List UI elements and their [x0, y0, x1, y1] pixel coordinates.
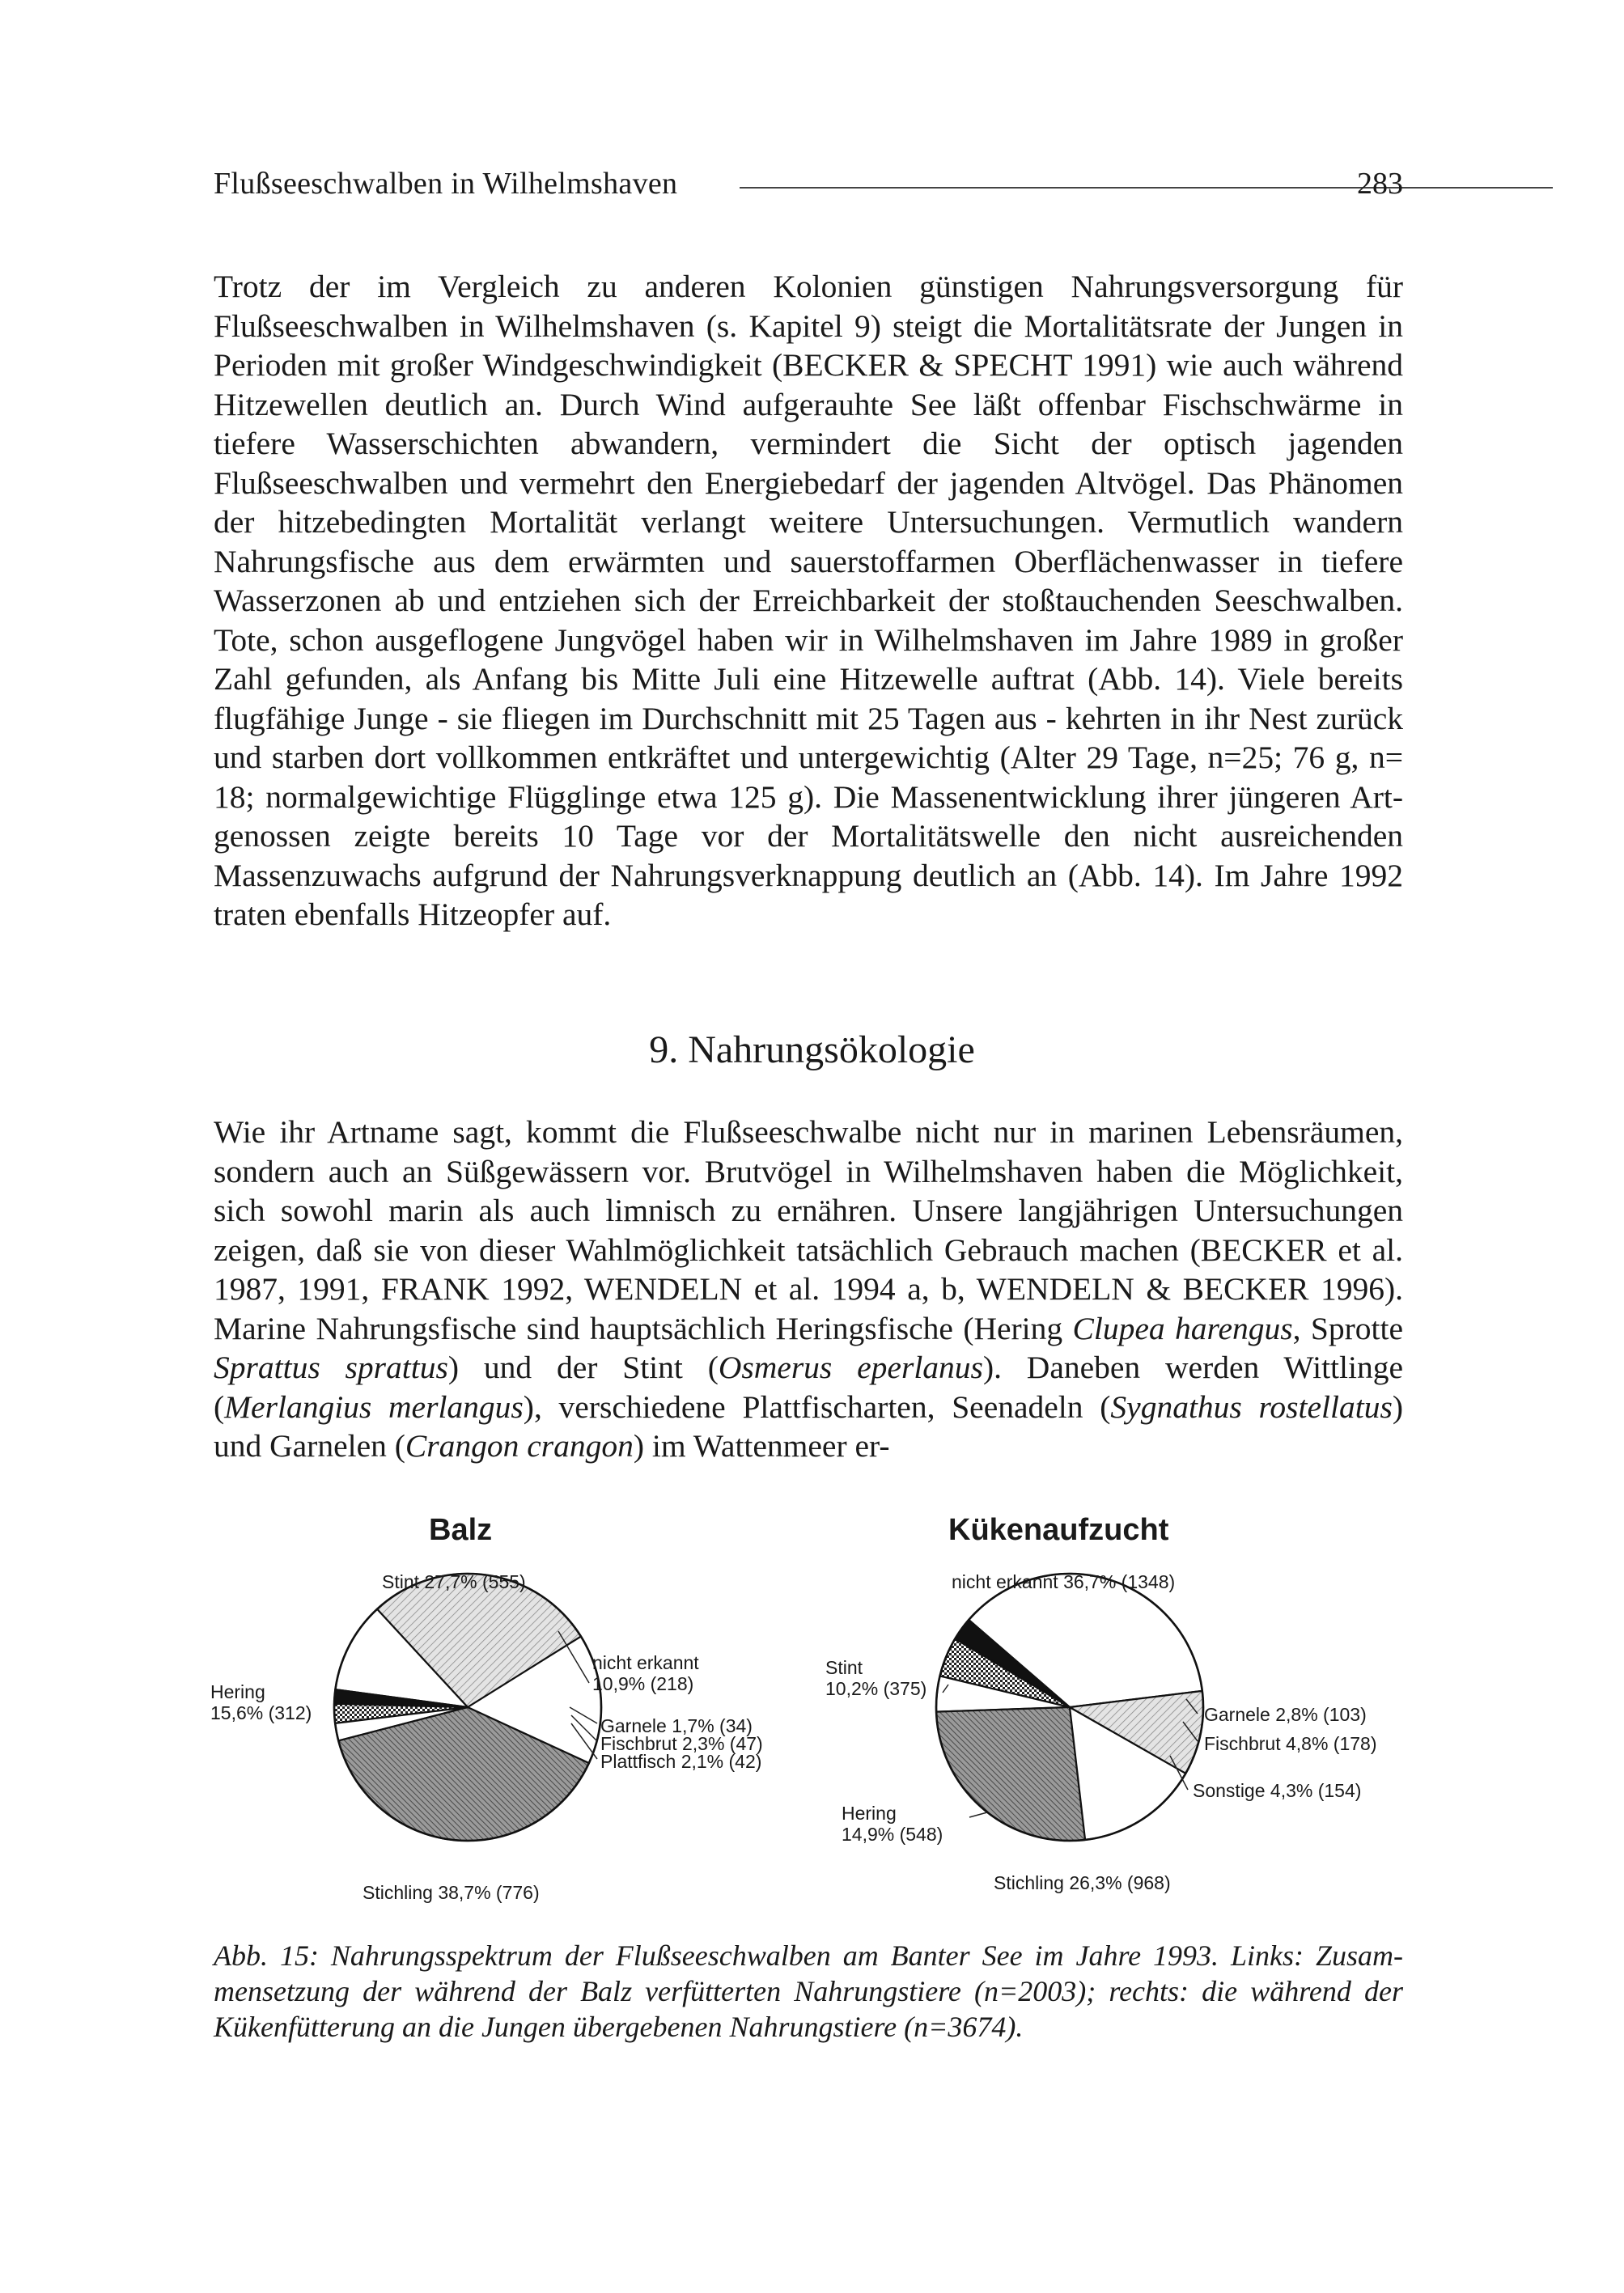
label-nicht-erkannt-kueken: nicht erkannt 36,7% (1348) — [952, 1571, 1176, 1592]
label-plattfisch-balz: Plattfisch 2,1% (42) — [600, 1751, 762, 1772]
label-line: nicht erkannt — [592, 1652, 699, 1673]
label-fischbrut-kueken: Fischbrut 4,8% (178) — [1204, 1733, 1377, 1754]
label-line: 10,9% (218) — [592, 1673, 694, 1694]
text-run: ), verschiedene Plattfischarten, Seenadeln ( — [523, 1388, 1111, 1425]
label-stichling-balz: Stichling 38,7% (776) — [363, 1882, 540, 1903]
text-run: ) und der Stint ( — [447, 1350, 719, 1385]
figure-caption — [214, 1938, 1403, 2045]
label-sonstige-kueken: Sonstige 4,3% (154) — [1193, 1780, 1362, 1801]
running-head — [214, 166, 1411, 206]
species-name: Sprattus sprattus — [214, 1350, 448, 1385]
label-fischbrut-balz: Fischbrut 2,3% (47) — [600, 1733, 763, 1754]
pie-slice-stichling — [936, 1707, 1085, 1841]
species-name: Merlangius merlangus — [224, 1388, 524, 1425]
species-name: Sygnathus rostellatus — [1110, 1388, 1393, 1425]
running-head-title: Flußseeschwalben in Wilhelmshaven — [214, 167, 678, 201]
label-line: Hering — [842, 1803, 897, 1824]
label-line: Stint — [825, 1657, 863, 1678]
running-head-rule — [740, 187, 1553, 189]
page-number: 283 — [1357, 167, 1403, 201]
label-line: 14,9% (548) — [842, 1824, 943, 1845]
label-garnele-kueken: Garnele 2,8% (103) — [1204, 1704, 1367, 1725]
text-run: Wie ihr Artname sagt, kommt die Flußseeschwalbe nicht nur in marinen Lebensräumen, sondern auch an Süßgewässern vor. Brutvögel in Wilhelmshaven haben die Möglichkeit, sich sowohl marin als auch limnisch zu ernähren. Unsere langjährigen Untersuchungen zeigen, daß sie von dieser Wahlmöglichkeit tatsächlich Gebrauch machen (BECKER et al. 1987, 1991, FRANK 1992, WENDELN et al. 1994 a, b, WENDELN & BECKER 1996). Marine Nahrungsfische sind hauptsächlich Heringsfische (Hering — [214, 1114, 1403, 1346]
label-stichling-kueken: Stichling 26,3% (968) — [994, 1872, 1171, 1893]
label-hering-balz — [210, 1681, 312, 1723]
label-line: 15,6% (312) — [210, 1702, 312, 1723]
caption-text: Nahrungsspektrum der Flußseeschwalben am Banter See im Jahre 1993. Links: Zusammensetzung der während der Balz verfütterten Nahrungstiere (n=2003); rechts: die während der Kükenfütterung an die Jungen übergebenen Nahrungstiere (n=3674). — [214, 1939, 1403, 2043]
label-nicht-erkannt-balz — [592, 1652, 699, 1694]
label-hering-kueken — [842, 1803, 943, 1845]
leader-line — [969, 1812, 987, 1817]
chart-title-balz: Balz — [429, 1513, 493, 1547]
text-run: ) im Wattenmeer er- — [633, 1428, 890, 1464]
paragraph-mortality: Trotz der im Vergleich zu anderen Kolonien günstigen Nahrungsversorgung für Flußseeschwalben in Wilhelmshaven (s. Kapitel 9) steigt die Mortalitätsrate der Jungen in Perioden mit großer Windgeschwindigkeit (BECKER & SPECHT 1991) wie auch während Hitzewellen deutlich an. Durch Wind aufgerauhte See läßt offenbar Fischschwärme in tiefere Wasserschichten abwandern, vermindert die Sicht der optisch jagenden Flußseeschwalben und vermehrt den Energiebedarf der jagenden Altvögel. Das Phänomen der hitzebedingten Mortalität verlangt weitere Untersuchungen. Vermutlich wandern Nahrungsfische aus dem erwärmten und sauerstoffarmen Oberflächenwasser in tiefere Wasserzonen ab und entziehen sich der Erreichbarkeit der stoßtauchenden Seeschwalben. Tote, schon ausgeflogene Jungvögel haben wir in Wilhelmshaven im Jahre 1989 in großer Zahl gefunden, als Anfang bis Mitte Juli eine Hitzewelle auftrat (Abb. 14). Viele bereits flugfähige Junge - sie fliegen im Durchschnitt mit 25 Tagen aus - kehrten in ihr Nest zurück und starben dort vollkommen entkräftet und untergewichtig (Alter 29 Tage, n=25; 76 g, n= 18; normalgewichtige Flügglinge etwa 125 g). Die Massenentwicklung ihrer jüngeren Artgenossen zeigte bereits 10 Tage vor der Mortalitätswelle den nicht ausreichenden Massenzuwachs aufgrund der Nahrungsverknappung deutlich an (Abb. 14). Im Jahre 1992 traten ebenfalls Hitzeopfer auf. — [214, 269, 1403, 932]
caption-label: Abb. 15: — [214, 1939, 319, 1972]
pie-chart-kuekenaufzucht — [936, 1574, 1203, 1841]
label-stint-kueken — [825, 1657, 926, 1699]
label-line: 10,2% (375) — [825, 1678, 927, 1699]
chart-title-kuekenaufzucht: Kükenaufzucht — [948, 1513, 1169, 1547]
text-run: , Sprotte — [1292, 1310, 1403, 1346]
text-run: ). Daneben werden Wittlinge ( — [214, 1350, 1403, 1425]
paragraph-nutrition — [214, 1113, 1403, 1466]
label-line: Hering — [210, 1681, 265, 1702]
species-name: Osmerus eperlanus — [718, 1350, 983, 1385]
species-name: Clupea harengus — [1072, 1310, 1293, 1346]
species-name: Crangon crangon — [405, 1428, 634, 1464]
section-heading: 9. Nahrungsökologie — [649, 1028, 975, 1071]
label-garnele-balz: Garnele 1,7% (34) — [600, 1715, 753, 1736]
figure-pie-charts — [194, 1505, 1440, 1926]
text-run: ) und Garnelen ( — [214, 1388, 1403, 1464]
label-stint-balz: Stint 27,7% (555) — [382, 1571, 526, 1592]
pie-chart-balz — [334, 1574, 601, 1841]
